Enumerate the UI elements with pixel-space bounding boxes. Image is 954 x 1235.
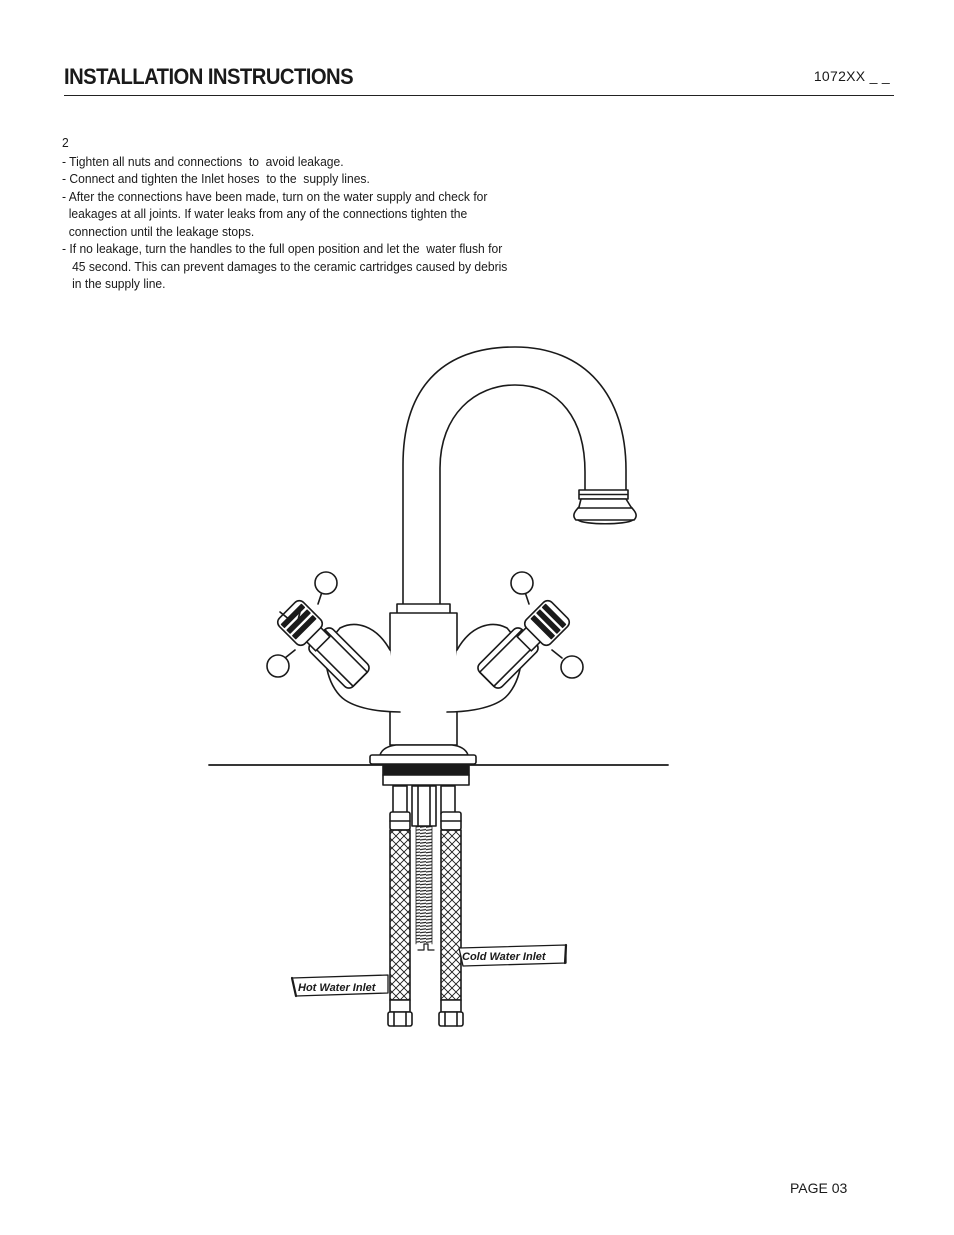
- step-instructions: [62, 134, 527, 293]
- instruction-item: - Connect and tighten the Inlet hoses to the supply lines.: [62, 171, 370, 186]
- hot-water-label: Hot Water Inlet: [298, 982, 376, 994]
- faucet-installation-diagram: [200, 335, 680, 1035]
- page-number: PAGE 03: [790, 1180, 848, 1196]
- cold-water-label: Cold Water Inlet: [462, 951, 546, 963]
- hot-water-hose: [388, 812, 412, 1026]
- instruction-item: - After the connections have been made, turn on the water supply and check for leakages at all joints. If water leaks from any of the connections tighten the connection until the leakage stops.: [62, 188, 488, 239]
- hot-handle: [267, 572, 400, 712]
- header-divider: [64, 95, 894, 96]
- document-title: INSTALLATION INSTRUCTIONS: [64, 64, 354, 89]
- instruction-item: - If no leakage, turn the handles to the full open position and let the water flush for 45 second. This can prevent damages to the ceramic cartridges caused by debris in the supply line.: [62, 241, 508, 291]
- cold-handle: [447, 572, 583, 712]
- cold-water-label-tag: [459, 945, 566, 966]
- step-number: 2: [62, 135, 69, 150]
- model-code: 1072XX _ _: [813, 68, 890, 84]
- hot-water-label-tag: [292, 975, 388, 996]
- instruction-item: - Tighten all nuts and connections to avoid leakage.: [62, 153, 344, 169]
- cold-water-hose: [439, 812, 463, 1026]
- spout: [403, 347, 636, 605]
